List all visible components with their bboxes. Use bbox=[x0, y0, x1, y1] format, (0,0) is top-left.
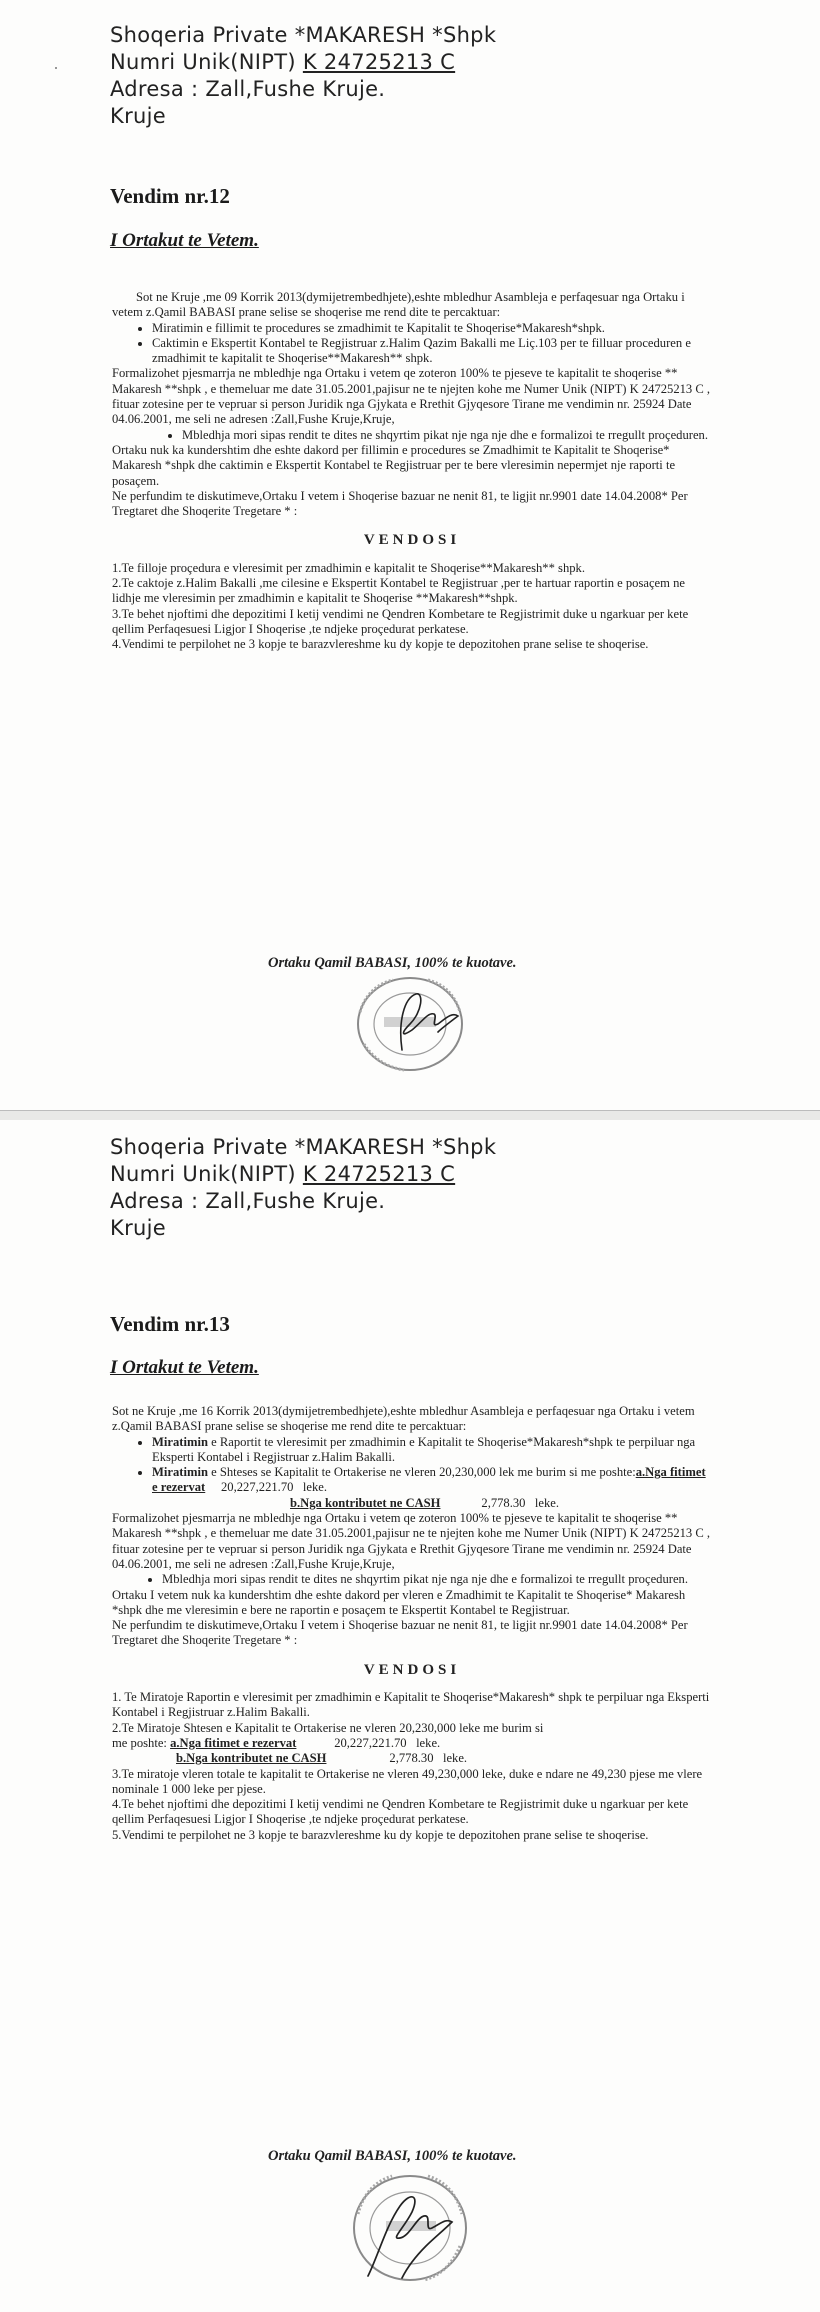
agenda-text: e Raportit te vleresimit per zmadhimin e Kapitalit te Shoqerise*Makaresh*shpk te perpiluar nga Eksperti Kontabel i Regjistruar z.Halim Bakalli. bbox=[152, 1434, 696, 1464]
meeting-item: • Mbledhja mori sipas rendit te dites ne shqyrtim pikat nje nga nje dhe e formalizoi te rregullt proçeduren. bbox=[182, 428, 712, 443]
source-cash-value: 2,778.30 bbox=[481, 1495, 526, 1510]
vendosi-heading: VENDOSI bbox=[363, 532, 461, 549]
decision-title: Vendim nr.12 bbox=[110, 184, 230, 208]
decision-subtitle: I Ortakut te Vetem. bbox=[110, 1357, 259, 1378]
company-stamp bbox=[328, 2166, 488, 2296]
source-profits-label: a.Nga fitimet e rezervat bbox=[152, 1465, 706, 1495]
meeting-item: • Mbledhja mori sipas rendit te dites ne shqyrtim pikat nje nga nje dhe e formalizoi te rregullt proçeduren. bbox=[162, 1572, 712, 1587]
decision-body bbox=[112, 290, 712, 653]
decision-item: 4.Vendimi te perpilohet ne 3 kopje te barazvlereshme ku dy kopje te depozitohen prane selise te shoqerise. bbox=[112, 637, 649, 652]
decision-item: 2.Te caktoje z.Halim Bakalli ,me cilesine e Ekspertit Kontabel te Regjistruar ,per te hartuar raportin e posaçem ne lidhje me vleresimin per zmadhimin e kapitalit te Shoqerise **Makaresh**shpk. bbox=[112, 576, 685, 606]
signature-line: Ortaku Qamil BABASI, 100% te kuotave. bbox=[268, 2148, 517, 2164]
company-city: Kruje bbox=[110, 104, 166, 128]
decision-title: Vendim nr.13 bbox=[110, 1312, 230, 1336]
scan-speck bbox=[55, 67, 57, 69]
agenda-item: • Miratimin e fillimit te procedures se zmadhimit te Kapitalit te Shoqerise*Makaresh*shpk. bbox=[152, 321, 712, 336]
decision-body bbox=[112, 1404, 712, 1843]
nipt-value: K 24725213 C bbox=[302, 1162, 456, 1186]
meeting-list bbox=[112, 428, 712, 443]
company-stamp bbox=[338, 972, 488, 1077]
formal-paragraph: Formalizohet pjesmarrja ne mbledhje nga Ortaku i vetem qe zoteron 100% te pjeseve te kapitalit te shoqerise ** Makaresh **shpk , e themeluar me date 31.05.2001,pajisur ne te njejten kohe me Numer Unik (NIPT) K 24725213 C , fituar zotesine per te vepruar si person Juridik nga Gjykata e Rrethit Gjyqesore Tirane me vendimin nr. 25924 Date 04.06.2001, me seli ne adresen :Zall,Fushe Kruje,Kruje, bbox=[112, 366, 711, 427]
agenda-item: • Caktimin e Ekspertit Kontabel te Regjistruar z.Halim Qazim Bakalli me Liç.103 per te filluar proceduren e zmadhimit te kapitalit te Shoqerise**Makaresh** shpk. bbox=[152, 336, 712, 367]
agenda-bold: Miratimin bbox=[152, 1465, 208, 1480]
intro-paragraph: Sot ne Kruje ,me 16 Korrik 2013(dymijetrembedhjete),eshte mbledhur Asambleja e perfaqesuar nga Ortaku i vetem z.Qamil BABASI prane selise se shoqerise me rend dite te percaktuar: bbox=[112, 1404, 695, 1434]
company-name: Shoqeria Private *MAKARESH *Shpk bbox=[110, 1135, 497, 1159]
decision-profits-unit: leke. bbox=[416, 1735, 441, 1750]
agenda-item bbox=[152, 1465, 712, 1511]
nipt-label: Numri Unik(NIPT) bbox=[110, 50, 303, 74]
decision-cash-label: b.Nga kontributet ne CASH bbox=[176, 1751, 327, 1766]
source-profits-unit: leke. bbox=[302, 1480, 327, 1495]
nipt-label: Numri Unik(NIPT) bbox=[110, 1162, 303, 1186]
document-page-2 bbox=[0, 1120, 820, 2312]
formal-paragraph: Formalizohet pjesmarrja ne mbledhje nga Ortaku i vetem qe zoteron 100% te pjeseve te kapitalit te shoqerise ** Makaresh **shpk , e themeluar me date 31.05.2001,pajisur ne te njejten kohe me Numer Unik (NIPT) K 24725213 C , fituar zotesine per te vepruar si person Juridik nga Gjykata e Rrethit Gjyqesore Tirane me vendimin nr. 25924 Date 04.06.2001, me seli ne adresen :Zall,Fushe Kruje,Kruje, bbox=[112, 1511, 711, 1571]
nipt-line bbox=[110, 49, 496, 76]
decision-profits-label: a.Nga fitimet e rezervat bbox=[170, 1735, 297, 1750]
decision-subtitle: I Ortakut te Vetem. bbox=[110, 230, 259, 251]
company-header bbox=[110, 1134, 496, 1242]
company-city: Kruje bbox=[110, 1216, 166, 1240]
intro-paragraph: Sot ne Kruje ,me 09 Korrik 2013(dymijetrembedhjete),eshte mbledhur Asambleja e perfaqesuar nga Ortaku i vetem z.Qamil BABASI prane selise se shoqerise me rend dite te percaktuar: bbox=[112, 290, 685, 320]
decision-cash-unit: leke. bbox=[442, 1751, 468, 1766]
decision-item: 5.Vendimi te perpilohet ne 3 kopje te barazvlereshme ku dy kopje te depozitohen prane selise te shoqerise. bbox=[112, 1827, 649, 1842]
signature-line: Ortaku Qamil BABASI, 100% te kuotave. bbox=[268, 955, 517, 971]
decision-item: 3.Te behet njoftimi dhe depozitimi I ketij vendimi ne Qendren Kombetare te Regjistrimit duke u ngarkuar per kete qellim Perfaqesuesi Ligjor I Shoqerise ,te ndjeke proçedurat perkatese. bbox=[112, 606, 689, 636]
agreement-paragraph: Ortaku nuk ka kundershtim dhe eshte dakord per fillimin e procedures se Zmadhimit te Kapitalit te Shoqerise* Makaresh *shpk dhe caktimin e Ekspertit Kontabel te Regjistruar per te bere vleresimin nepermjet nje raporti te posaçem. bbox=[112, 442, 676, 488]
conclusion-paragraph: Ne perfundim te diskutimeve,Ortaku I vetem i Shoqerise bazuar ne nenit 81, te ligjit nr.9901 date 14.04.2008* Per Tregtaret dhe Shoqerite Tregetare * : bbox=[112, 1618, 688, 1648]
nipt-line bbox=[110, 1161, 496, 1188]
decision-item: 1.Te filloje proçedura e vleresimit per zmadhimin e kapitalit te Shoqerise**Makaresh** shpk. bbox=[112, 560, 585, 575]
company-address: Adresa : Zall,Fushe Kruje. bbox=[110, 1189, 386, 1213]
source-profits-value: 20,227,221.70 bbox=[221, 1480, 294, 1495]
decision-profits-value: 20,227,221.70 bbox=[334, 1735, 407, 1750]
vendosi-heading: VENDOSI bbox=[363, 1661, 461, 1678]
meeting-list bbox=[112, 1572, 712, 1587]
decisions-list bbox=[112, 561, 712, 653]
decision-cash-value: 2,778.30 bbox=[389, 1751, 434, 1766]
company-name: Shoqeria Private *MAKARESH *Shpk bbox=[110, 23, 497, 47]
company-address: Adresa : Zall,Fushe Kruje. bbox=[110, 77, 386, 101]
decision-item bbox=[112, 1721, 712, 1767]
agenda-list bbox=[112, 321, 712, 367]
agenda-text: e Shteses se Kapitalit te Ortakerise ne vleren 20,230,000 lek me burim si me poshte: bbox=[207, 1465, 636, 1480]
decision-item: 4.Te behet njoftimi dhe depozitimi I ketij vendimi ne Qendren Kombetare te Regjistrimit duke u ngarkuar per kete qellim Perfaqesuesi Ligjor I Shoqerise ,te ndjeke proçedurat perkatese. bbox=[112, 1797, 689, 1827]
nipt-value: K 24725213 C bbox=[302, 50, 456, 74]
decision-text: 2.Te Miratoje Shtesen e Kapitalit te Ortakerise ne vleren 20,230,000 leke me burim si bbox=[112, 1720, 544, 1735]
agenda-item bbox=[152, 1435, 712, 1466]
agenda-list bbox=[112, 1435, 712, 1511]
decision-lead: me poshte: bbox=[112, 1735, 171, 1750]
source-cash-label: b.Nga kontributet ne CASH bbox=[290, 1495, 441, 1510]
decision-item: 1. Te Miratoje Raportin e vleresimit per zmadhimin e Kapitalit te Shoqerise*Makaresh* shpk te perpiluar nga Eksperti Kontabel i Regjistruar z.Halim Bakalli. bbox=[112, 1690, 710, 1720]
document-page-1 bbox=[0, 0, 820, 1110]
decision-item: 3.Te miratoje vleren totale te kapitalit te Ortakerise ne vleren 49,230,000 leke, duke e ndare ne 49,230 pjese me vlere nominale 1 000 leke per pjese. bbox=[112, 1766, 703, 1796]
company-header bbox=[110, 22, 496, 130]
agenda-bold: Miratimin bbox=[152, 1434, 208, 1449]
conclusion-paragraph: Ne perfundim te diskutimeve,Ortaku I vetem i Shoqerise bazuar ne nenit 81, te ligjit nr.9901 date 14.04.2008* Per Tregtaret dhe Shoqerite Tregetare * : bbox=[112, 488, 688, 519]
decisions-list bbox=[112, 1690, 712, 1843]
agreement-paragraph: Ortaku I vetem nuk ka kundershtim dhe eshte dakord per vleren e Zmadhimit te Kapitalit te Shoqerise* Makaresh *shpk dhe me vleresimin e bere ne raportin e posaçem te Ekspertit Kontabel te Regjistruar. bbox=[112, 1587, 686, 1617]
source-cash-unit: leke. bbox=[534, 1495, 560, 1510]
